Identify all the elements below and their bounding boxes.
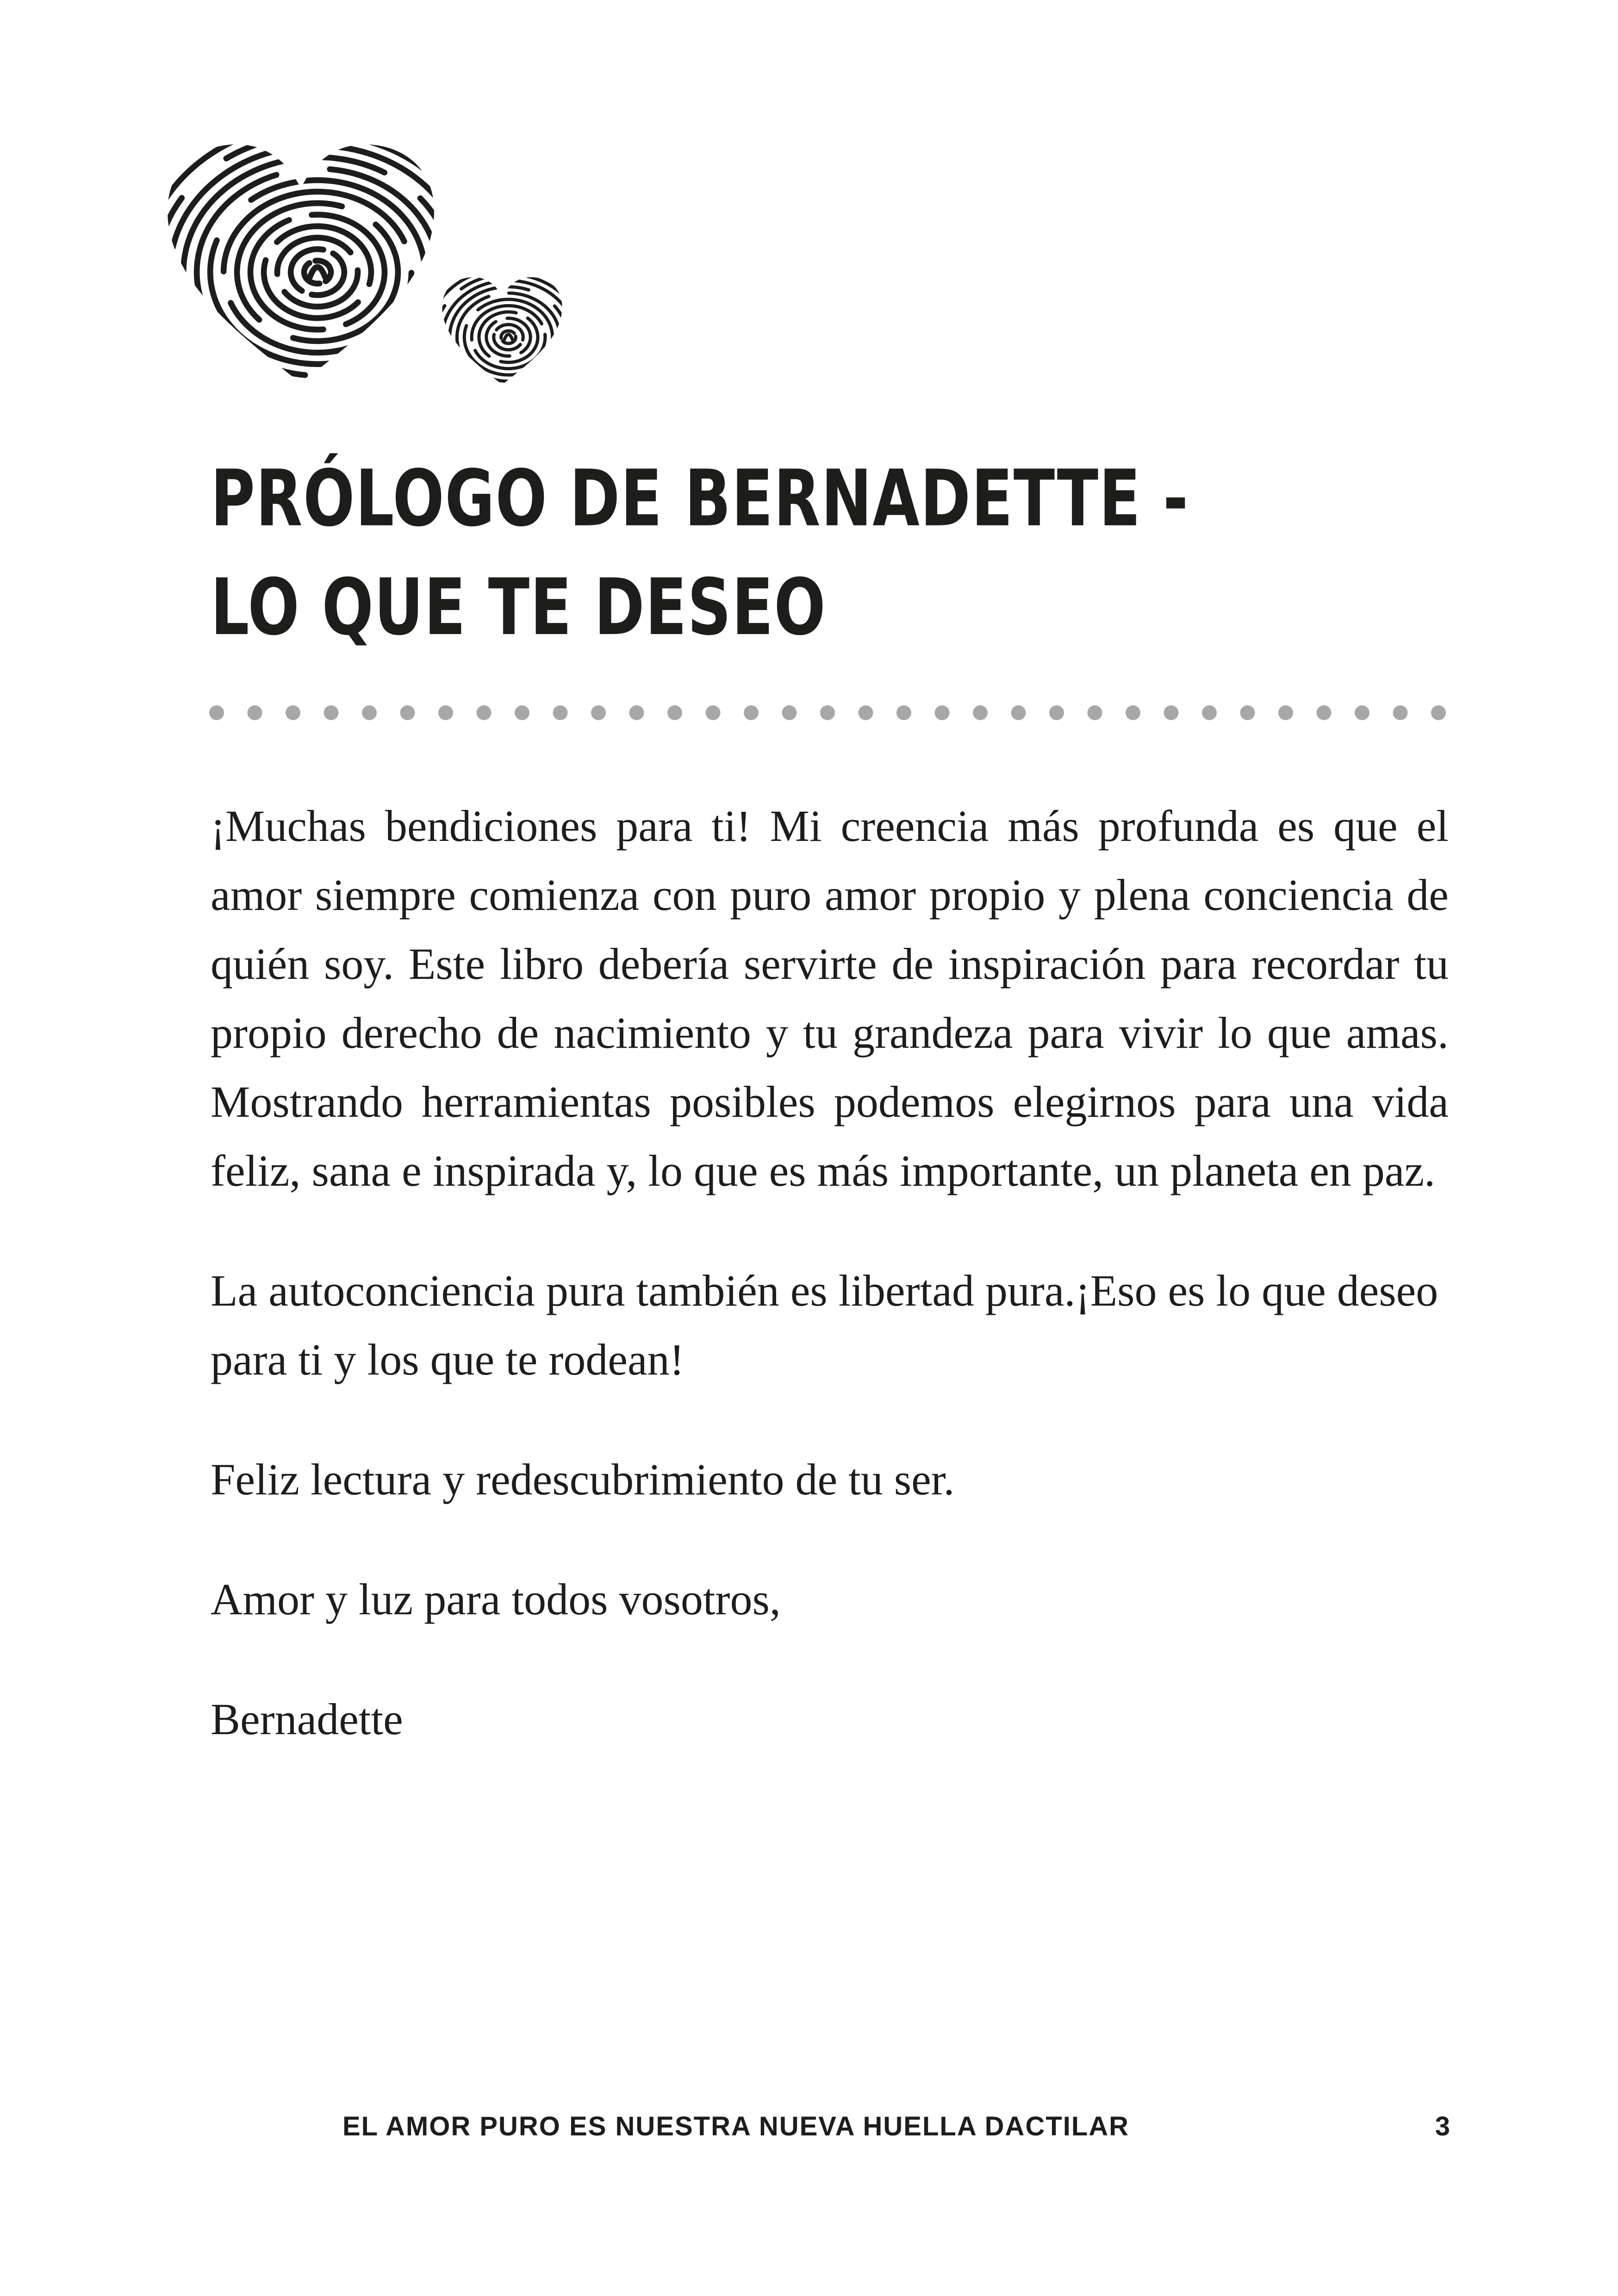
divider-dot [286,705,300,720]
divider-dot [629,705,644,720]
large-fingerprint-heart-icon [162,139,440,389]
divider-dot [209,705,224,720]
divider-dot [591,705,606,720]
dotted-divider [207,703,1448,722]
divider-dot [1088,705,1102,720]
signature-name: Bernadette [211,1694,403,1744]
divider-dot [1240,705,1255,720]
divider-dot [782,705,797,720]
divider-dot [973,705,988,720]
divider-dot [438,705,453,720]
small-fingerprint-heart-icon [440,273,565,389]
divider-dots [209,705,1446,720]
page-title-line-2: LO QUE TE DESEO [211,562,827,653]
divider-dot [553,705,568,720]
fingerprint-ridge [362,139,440,389]
paragraph-blessings: ¡Muchas bendiciones para ti! Mi creencia más profunda es que el amor siempre comienza con puro amor propio y plena conciencia de quién soy. Este libro debería servirte de inspiración para recordar tu propio derecho de nacimiento y tu grandeza para vivir lo que amas. Mostrando herramientas posibles podemos elegirnos para una vida feliz, sana e inspirada y, lo que es más importante, un planeta en paz. [211,801,1449,1195]
divider-dot [248,705,262,720]
divider-dot [859,705,873,720]
divider-dot [935,705,950,720]
paragraph-self-awareness: La autoconciencia pura también es libertad pura.¡Eso es lo que deseo para ti y los que te rodean! [211,1266,1438,1384]
divider-dot [820,705,835,720]
fingerprint-core [310,267,325,277]
divider-dot [896,705,911,720]
divider-dot [1355,705,1369,720]
divider-dot [706,705,721,720]
divider-dot [1431,705,1446,720]
page-title-line-1: PRÓLOGO DE BERNADETTE - [211,453,1189,544]
divider-dot [400,705,415,720]
divider-dot [1049,705,1064,720]
divider-dot [1393,705,1408,720]
page-number: 3 [1435,2111,1451,2141]
paragraph-love-and-light: Amor y luz para todos vosotros, [211,1574,781,1624]
page-footer [342,2108,1451,2145]
divider-dot [362,705,377,720]
divider-dot [1278,705,1293,720]
fingerprint-hearts-icon [162,139,579,398]
divider-dot [1164,705,1179,720]
fingerprint-core [504,334,512,340]
page-title [211,444,1189,662]
divider-dot [324,705,339,720]
paragraph-happy-reading: Feliz lectura y redescubrimiento de tu ser. [211,1455,955,1504]
divider-dot [667,705,682,720]
divider-dot [744,705,759,720]
divider-dot [1011,705,1026,720]
divider-dot [515,705,529,720]
running-footer-title: EL AMOR PURO ES NUESTRA NUEVA HUELLA DACTILAR [342,2111,1130,2141]
divider-dot [1126,705,1140,720]
divider-dot [1317,705,1332,720]
prologue-body [211,791,1449,1804]
divider-dot [1202,705,1217,720]
divider-dot [477,705,492,720]
